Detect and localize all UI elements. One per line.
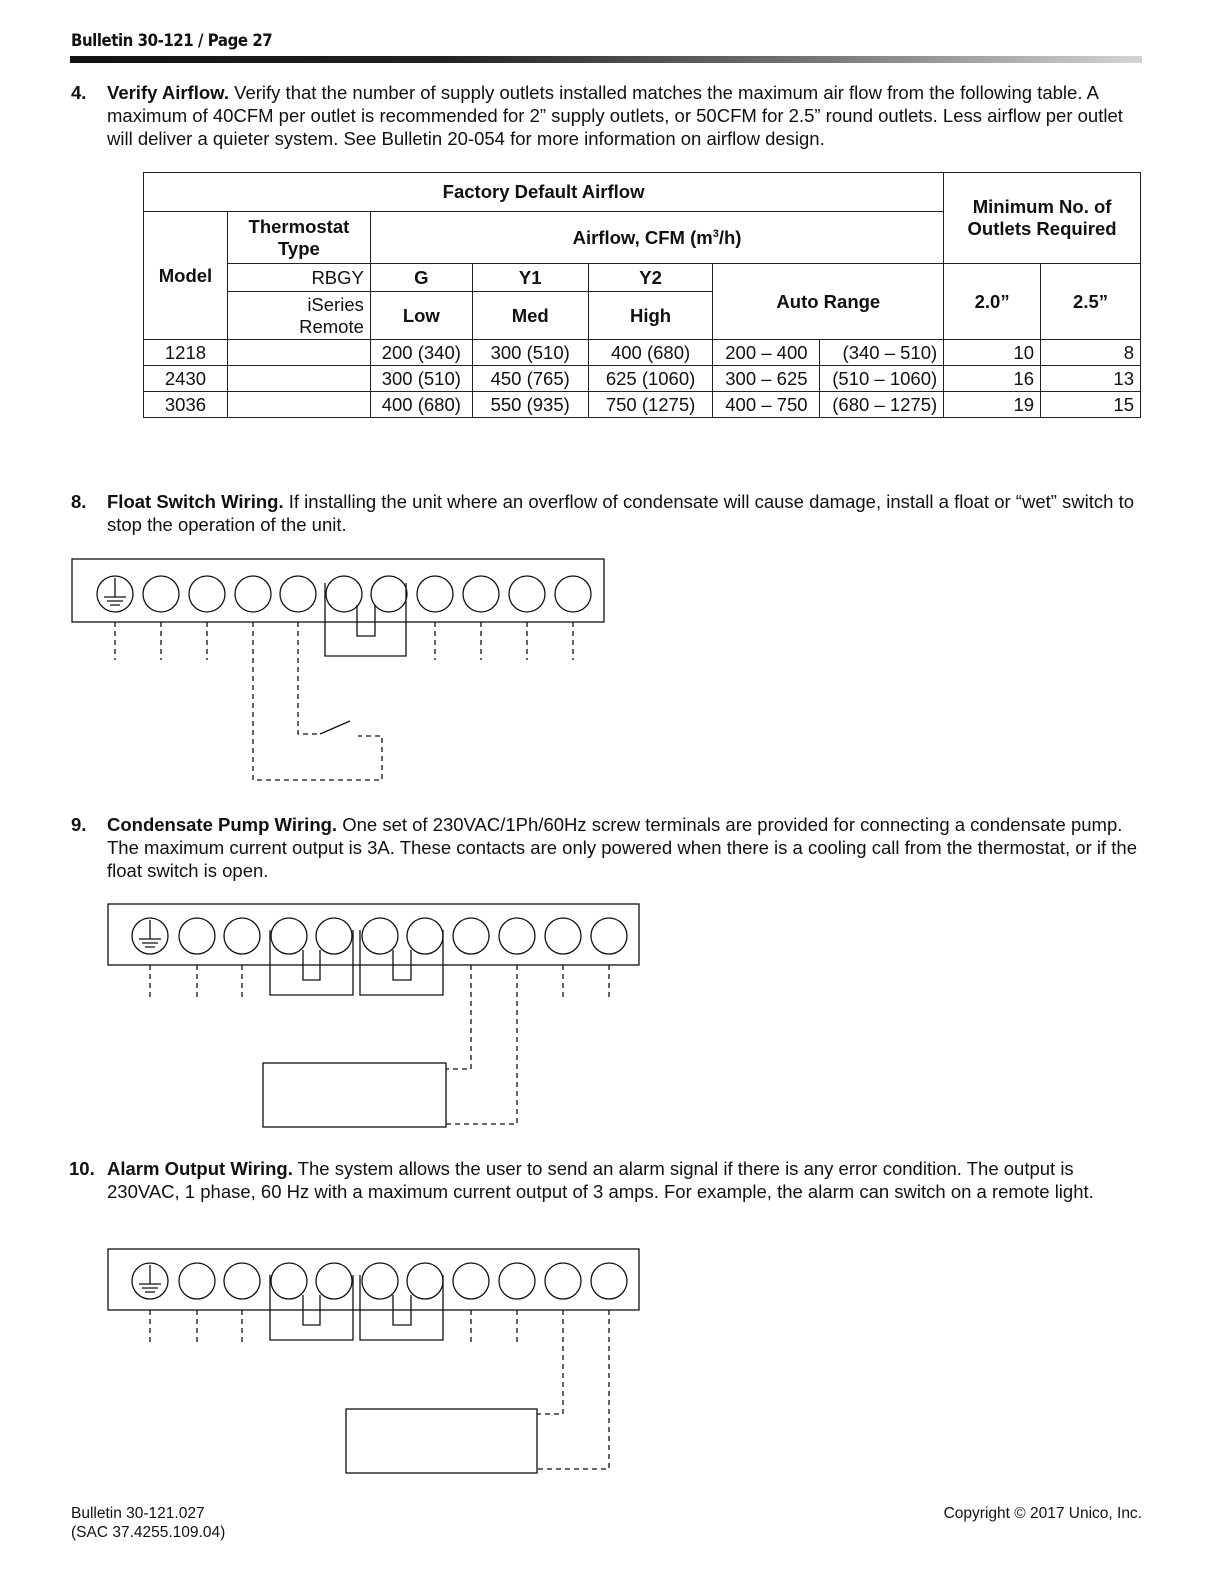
- section-text: The system allows the user to send an alarm signal if there is any error condition. The output is 230VAC, 1 phase, 60 Hz with a maximum current output of 3 amps. For example, the alarm can switch on a remote light.: [107, 1158, 1094, 1202]
- outlet-2-5-header: 2.5”: [1041, 264, 1141, 340]
- section-number: 8.: [71, 491, 87, 512]
- low-label: Low: [370, 292, 472, 340]
- airflow-cfm-header: Airflow, CFM $(m^3/h)$: [370, 212, 943, 264]
- footer-bulletin: Bulletin 30-121.027: [71, 1505, 205, 1522]
- thermostat-type-header: Thermostat Type: [227, 212, 370, 264]
- section-number: 4.: [71, 82, 87, 103]
- med-label: Med: [472, 292, 588, 340]
- terminal-block: [108, 1249, 639, 1310]
- rbgy-label: RBGY: [227, 264, 370, 292]
- y2-label: Y2: [588, 264, 713, 292]
- table-row: 2430 300 (510) 450 (765) 625 (1060) 300 – 625 (510 – 1060) 16 13: [144, 366, 1141, 392]
- y1-label: Y1: [472, 264, 588, 292]
- remote-light-box: [346, 1409, 537, 1473]
- section-lead: Condensate Pump Wiring.: [107, 814, 338, 835]
- footer-sac: (SAC 37.4255.109.04): [71, 1524, 226, 1541]
- table-row: 3036 400 (680) 550 (935) 750 (1275) 400 – 750 (680 – 1275) 19 15: [144, 392, 1141, 418]
- table-title: Factory Default Airflow: [144, 173, 944, 212]
- outlet-2-0-header: 2.0”: [944, 264, 1041, 340]
- model-header: Model: [144, 212, 228, 340]
- section-number: 10.: [69, 1158, 95, 1179]
- section-lead: Float Switch Wiring.: [107, 491, 284, 512]
- high-label: High: [588, 292, 713, 340]
- section-text: If installing the unit where an overflow of condensate will cause damage, install a float or “wet” switch to stop the operation of the unit.: [107, 491, 1135, 535]
- section-number: 9.: [71, 814, 87, 835]
- section-text: Verify that the number of supply outlets installed matches the maximum air flow from the following table. A maximum of 40CFM per outlet is recommended for 2” supply outlets, or 50CFM for 2.5” round outlets. Less airflow per outlet will deliver a quieter system. See Bulletin 20-054 for more information on airflow design.: [107, 82, 1123, 149]
- footer-left: [71, 1504, 225, 1542]
- g-label: G: [370, 264, 472, 292]
- ground-icon: [139, 1265, 161, 1292]
- iseries-remote-label: iSeries Remote: [227, 292, 370, 340]
- page-header-title: Bulletin 30-121 / Page 27: [71, 31, 273, 51]
- section-text: One set of 230VAC/1Ph/60Hz screw terminals are provided for connecting a condensate pump. The maximum current output is 3A. These contacts are only powered when there is a cooling call from the thermostat, or if the float switch is open.: [107, 814, 1137, 881]
- min-outlets-header: Minimum No. of Outlets Required: [944, 173, 1141, 264]
- auto-range-header: Auto Range: [713, 264, 944, 340]
- table-row: 1218 200 (340) 300 (510) 400 (680) 200 – 400 (340 – 510) 10 8: [144, 340, 1141, 366]
- section-lead: Verify Airflow.: [107, 82, 229, 103]
- footer-copyright: Copyright © 2017 Unico, Inc.: [943, 1505, 1142, 1522]
- section-lead: Alarm Output Wiring.: [107, 1158, 293, 1179]
